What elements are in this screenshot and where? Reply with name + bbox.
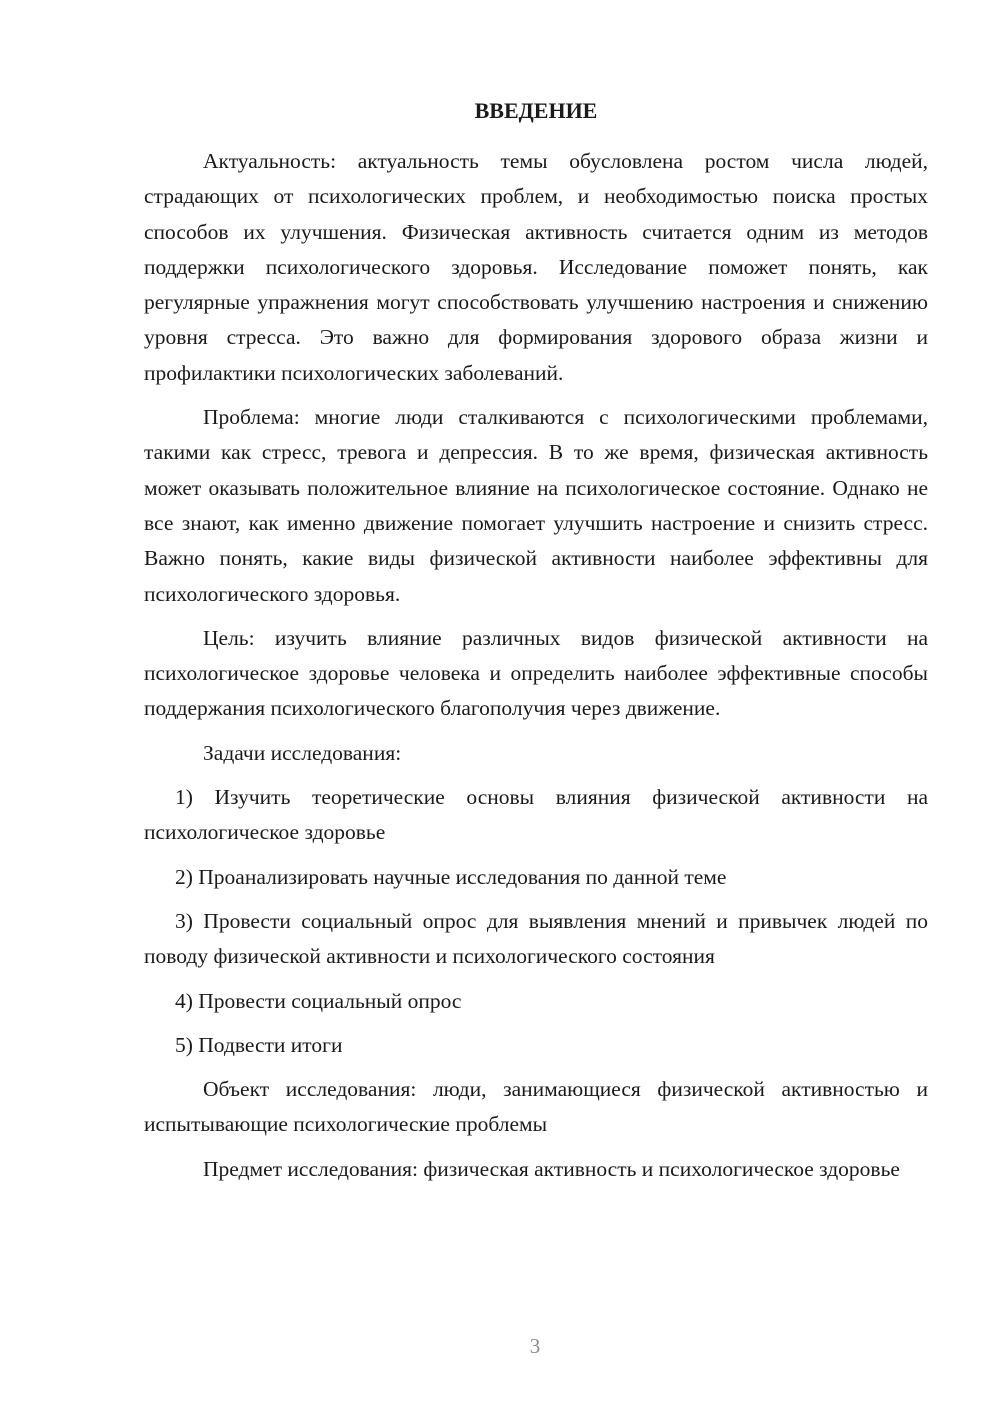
task-item-2: 2) Проанализировать научные исследования по данной теме — [175, 864, 727, 889]
paragraph-problem: Проблема: многие люди сталкиваются с психологическими проблемами, такими как стресс, тревога и депрессия. В то же время, физическая активность может оказывать положительное влияние на психологическое состояние. Однако не все знают, как именно движение помогает улучшить настроение и снизить стресс. Важно понять, какие виды физической активности наиболее эффективны для психологического здоровья. — [144, 405, 928, 606]
page-title: ВВЕДЕНИЕ — [474, 98, 598, 123]
paragraph-subject: Предмет исследования: физическая активность и психологическое здоровье — [203, 1156, 900, 1181]
paragraph-goal: Цель: изучить влияние различных видов физической активности на психологическое здоровье человека и определить наиболее эффективные способы поддержания психологического благополучия через движение. — [144, 625, 928, 721]
task-item-1: 1) Изучить теоретические основы влияния физической активности на психологическое здоровье — [144, 785, 928, 845]
document-page — [144, 96, 928, 1187]
task-item-5: 5) Подвести итоги — [175, 1032, 343, 1057]
tasks-heading: Задачи исследования: — [203, 740, 402, 765]
task-item-4: 4) Провести социальный опрос — [175, 988, 462, 1013]
page-number: 3 — [529, 1334, 541, 1358]
paragraph-object: Объект исследования: люди, занимающиеся физической активностью и испытывающие психологические проблемы — [144, 1077, 928, 1137]
task-item-3: 3) Провести социальный опрос для выявления мнений и привычек людей по поводу физической активности и психологического состояния — [144, 908, 928, 969]
paragraph-relevance: Актуальность: актуальность темы обусловлена ростом числа людей, страдающих от психологических проблем, и необходимостью поиска простых способов их улучшения. Физическая активность считается одним из методов поддержки психологического здоровья. Исследование поможет понять, как регулярные упражнения могут способствовать улучшению настроения и снижению уровня стресса. Это важно для формирования здорового образа жизни и профилактики психологических заболеваний. — [144, 149, 928, 385]
